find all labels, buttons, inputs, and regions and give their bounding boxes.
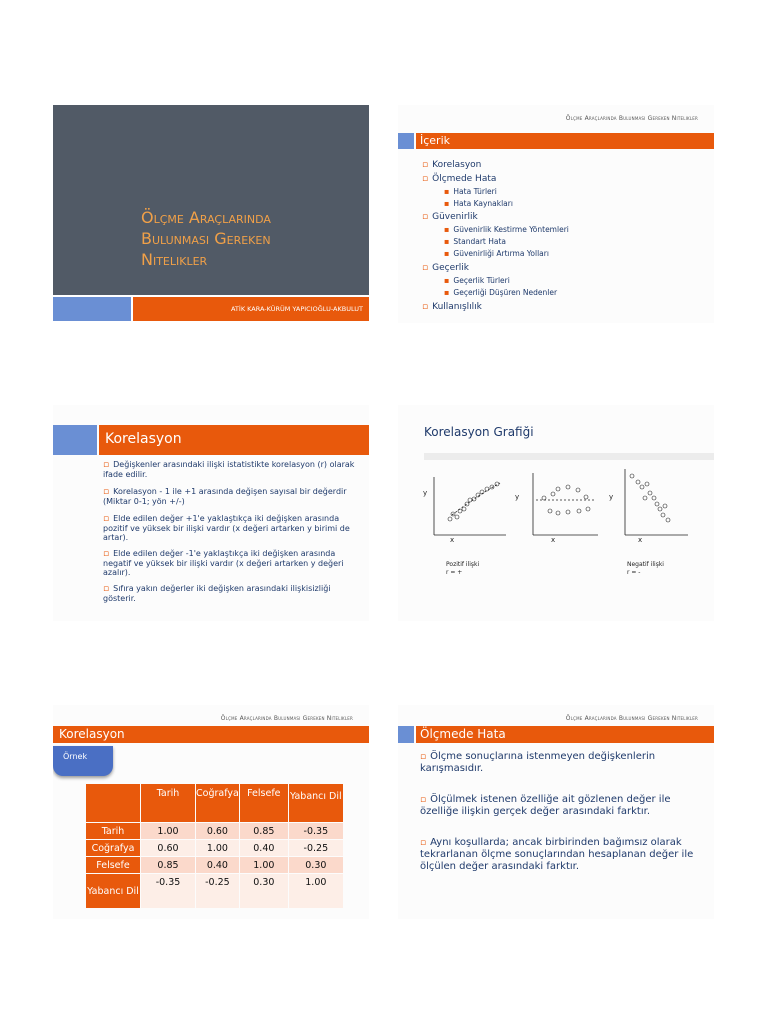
- axis-label-y: y: [515, 493, 520, 501]
- contents-item: ▫ Kullanışlılık: [422, 301, 482, 313]
- slide-contents: [398, 105, 714, 323]
- slide-title: [53, 105, 369, 323]
- table-cell: 1.00: [196, 840, 239, 856]
- bullet-text: ▫ Değişkenler arasındaki ilişki istatistikte korelasyon (r) olarak ifade edilir.: [103, 460, 363, 479]
- contents-subitem: ▪ Hata Türleri: [444, 186, 497, 198]
- slide-correlation-graph: [398, 405, 714, 621]
- column-header: Yabancı Dil: [289, 784, 343, 822]
- table-cell: 0.40: [196, 857, 239, 873]
- positive-r: r = +: [446, 569, 463, 576]
- table-cell: 0.85: [141, 857, 195, 873]
- negative-r: r = -: [627, 569, 641, 576]
- contents-subitem: ▪ Geçerliği Düşüren Nedenler: [444, 287, 557, 299]
- row-header: Coğrafya: [86, 840, 140, 856]
- slide-title-text: Ölçmede Hata: [420, 727, 506, 741]
- title-line-2: Bulunması Gereken: [141, 229, 271, 248]
- accent-square: [53, 297, 131, 321]
- slide-correlation-table: [53, 705, 369, 919]
- table-row: [86, 874, 343, 908]
- contents-item: ▫ Korelasyon: [422, 159, 481, 171]
- table-row: [86, 857, 343, 873]
- table-cell: 0.40: [240, 840, 288, 856]
- slide-title-text: İçerik: [420, 134, 451, 147]
- contents-subitem: ▪ Geçerlik Türleri: [444, 275, 510, 287]
- table-cell: 1.00: [240, 857, 288, 873]
- table-cell: 1.00: [141, 823, 195, 839]
- positive-label: Pozitif ilişki: [446, 561, 480, 568]
- contents-subitem: ▪ Standart Hata: [444, 236, 506, 248]
- slide-title-text: Korelasyon Grafiği: [424, 425, 534, 439]
- bullet-text: ▫ Elde edilen değer -1'e yaklaştıkça iki değişken arasında negatif ve yüksek bir ilişki vardır (x değeri artarken y değeri azalır).: [103, 549, 363, 577]
- slide-measurement-error: [398, 705, 714, 919]
- correlation-table: [85, 783, 344, 909]
- table-cell: -0.25: [289, 840, 343, 856]
- bullet-text: ▫ Elde edilen değer +1'e yaklaştıkça iki değişken arasında pozitif ve yüksek bir ilişki vardır (x değeri artarken y birimi de artar).: [103, 514, 363, 542]
- column-header: Felsefe: [240, 784, 288, 822]
- contents-subitem: ▪ Güvenirlik Kestirme Yöntemleri: [444, 224, 569, 236]
- row-header: Tarih: [86, 823, 140, 839]
- example-badge: [53, 746, 113, 776]
- slide-title-text: [141, 207, 271, 270]
- bullet-text: ▫ Ölçülmek istenen özelliğe ait gözlenen değer ile özelliğe ilişkin gerçek değer arasındaki farktır.: [420, 794, 706, 818]
- table-cell: 0.30: [289, 857, 343, 873]
- authors-bar: [133, 297, 369, 321]
- bullet-text: ▫ Korelasyon - 1 ile +1 arasında değişen sayısal bir değerdir (Miktar 0-1; yön +/-): [103, 487, 363, 506]
- accent-square: [53, 425, 97, 455]
- axis-label-x: x: [450, 536, 455, 544]
- contents-subitem: ▪ Hata Kaynakları: [444, 198, 513, 210]
- axis-label-y: y: [423, 489, 428, 497]
- example-badge-label: Örnek: [63, 752, 88, 761]
- accent-square: [398, 726, 414, 743]
- row-header: Felsefe: [86, 857, 140, 873]
- table-cell: 1.00: [289, 874, 343, 908]
- table-row: [86, 823, 343, 839]
- table-cell: 0.60: [196, 823, 239, 839]
- slide-correlation: [53, 405, 369, 621]
- table-cell: 0.85: [240, 823, 288, 839]
- slide-header-small: Ölçme Araçlarında Bulunması Gereken Nitelikler: [220, 715, 353, 722]
- table-cell: 0.30: [240, 874, 288, 908]
- axis-label-x: x: [638, 536, 643, 544]
- bullet-text: ▫ Aynı koşullarda; ancak birbirinden bağımsız olarak tekrarlanan ölçme sonuçlarından hesaplanan değer ile ölçülen değer arasındaki farktır.: [420, 837, 706, 873]
- table-cell: -0.35: [141, 874, 195, 908]
- table-row: [86, 840, 343, 856]
- negative-label: Negatif ilişki: [627, 561, 664, 568]
- column-header: Tarih: [141, 784, 195, 822]
- contents-item: ▫ Güvenirlik: [422, 211, 478, 223]
- contents-subitem: ▪ Güvenirliği Artırma Yolları: [444, 248, 549, 260]
- title-bar: [99, 425, 369, 455]
- contents-item: ▫ Ölçmede Hata: [422, 173, 496, 185]
- title-bar: [53, 726, 369, 743]
- accent-square: [398, 133, 414, 149]
- row-header: Yabancı Dil: [86, 874, 140, 908]
- slide-title-text: Korelasyon: [59, 727, 125, 741]
- table-header-row: [86, 784, 343, 822]
- axis-label-x: x: [551, 536, 556, 544]
- bullet-text: ▫ Sıfıra yakın değerler iki değişken arasındaki ilişkisizliği gösterir.: [103, 584, 363, 603]
- axis-label-y: y: [609, 493, 614, 501]
- scatter-diagrams: [398, 445, 714, 621]
- slide-header-small: Ölçme Araçlarında Bulunması Gereken Nitelikler: [565, 715, 698, 722]
- contents-item: ▫ Geçerlik: [422, 262, 469, 274]
- table-corner: [86, 784, 140, 822]
- title-line-1: Ölçme Araçlarında: [141, 208, 271, 227]
- authors-text: ATİK KARA-KÜRÜM YAPICIOĞLU-AKBULUT: [230, 305, 363, 313]
- title-line-3: Nitelikler: [141, 250, 208, 269]
- title-bar: [416, 133, 714, 149]
- table-cell: -0.35: [289, 823, 343, 839]
- table-cell: 0.60: [141, 840, 195, 856]
- slide-header-small: Ölçme Araçlarında Bulunması Gereken Nitelikler: [565, 115, 698, 122]
- bullet-text: ▫ Ölçme sonuçlarına istenmeyen değişkenlerin karışmasıdır.: [420, 751, 706, 775]
- title-bar: [416, 726, 714, 743]
- table-cell: -0.25: [196, 874, 239, 908]
- column-header: Coğrafya: [196, 784, 239, 822]
- slide-title-text: Korelasyon: [105, 431, 182, 447]
